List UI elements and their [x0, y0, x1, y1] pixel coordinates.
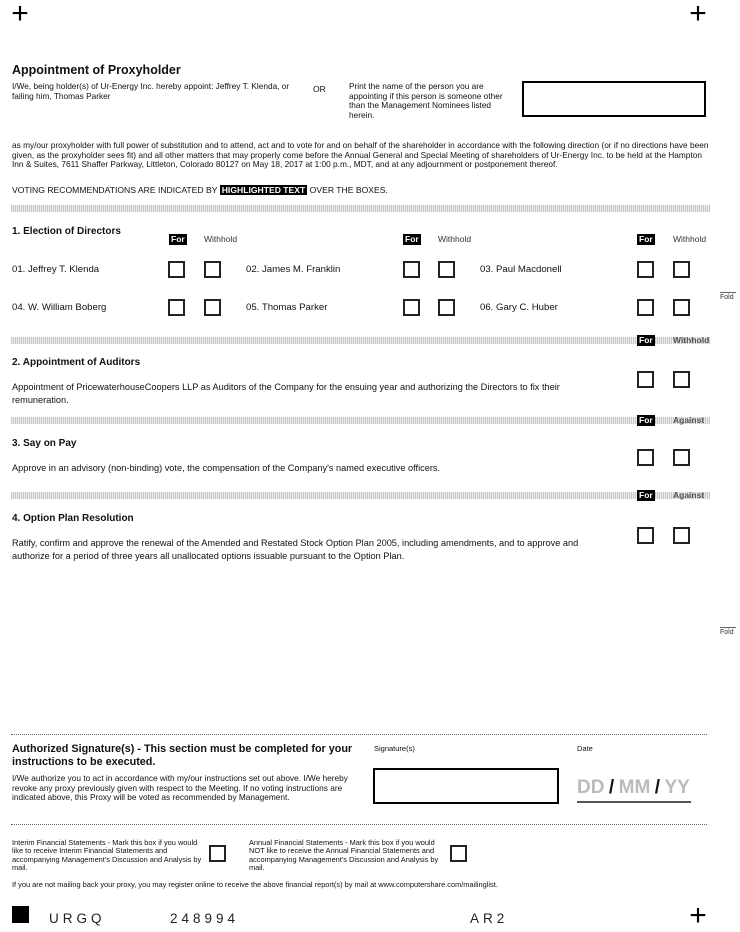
- withhold-label: Withhold: [673, 234, 707, 244]
- voting-recommendation-note: [12, 185, 388, 195]
- date-day: DD: [577, 777, 605, 798]
- for-label: For: [639, 415, 653, 425]
- say-on-pay-for-checkbox[interactable]: [637, 449, 654, 466]
- date-month: MM: [618, 777, 651, 798]
- appoint-text: I/We, being holder(s) of Ur-Energy Inc. hereby appoint: Jeffrey T. Klenda, or failing him, Thomas Parker: [12, 81, 290, 101]
- annual-financials-text: Annual Financial Statements - Mark this box if you would NOT like to receive the Annual Financial Statements and accompanying Management's Discussion and Analysis by mail.: [249, 838, 439, 873]
- auditors-text: Appointment of PricewaterhouseCoopers LLP as Auditors of the Company for the ensuing year and authorizing the Directors to fix their remuneration.: [12, 382, 560, 405]
- option-plan-text: Ratify, confirm and approve the renewal of the Amended and Restated Stock Option Plan 2005, including amendments, and to approve and authorize for a period of three years all unallocated options issuable pursuant to the Option Plan.: [12, 538, 579, 561]
- signature-heading: Authorized Signature(s) - This section must be completed for your instructions to be executed.: [12, 743, 353, 768]
- director-5-withhold-checkbox[interactable]: [438, 299, 455, 316]
- form-code: URGQ: [49, 911, 106, 926]
- director-name: 04. W. William Boberg: [12, 302, 107, 313]
- auditors-withhold-checkbox[interactable]: [673, 371, 690, 388]
- dotted-divider: [11, 734, 707, 735]
- for-label: For: [405, 234, 419, 244]
- director-2-withhold-checkbox[interactable]: [438, 261, 455, 278]
- or-label: OR: [313, 84, 326, 94]
- fold-line: [720, 627, 736, 628]
- signature-input[interactable]: [373, 768, 559, 804]
- option-plan-for-checkbox[interactable]: [637, 527, 654, 544]
- voting-rec-highlight: HIGHLIGHTED TEXT: [221, 185, 306, 195]
- registration-mark-top-right: +: [689, 0, 707, 30]
- director-4-for-checkbox[interactable]: [168, 299, 185, 316]
- proxy-paragraph: as my/our proxyholder with full power of substitution and to attend, act and to vote for and on behalf of the shareholder in accordance with the following direction (or if no directions have been given, as the proxyholder sees fit) and all other matters that may properly come before the Annual General and Special Meeting of shareholders of Ur-Energy Inc. to be held at the Hampton Inn & Suites, 7611 Shaffer Parkway, Littleton, Colorado 80127 on May 18, 2017 at 1:00 p.m., MDT, and at any adjournment or postponement thereof.: [12, 140, 709, 169]
- auditors-heading: 2. Appointment of Auditors: [12, 357, 141, 368]
- withhold-label: Withhold: [673, 335, 710, 345]
- print-name-instruction: Print the name of the person you are appointing if this person is someone other than the Management Nominees listed herein.: [349, 81, 503, 120]
- director-3-withhold-checkbox[interactable]: [673, 261, 690, 278]
- date-year: YY: [664, 777, 690, 798]
- director-name: 05. Thomas Parker: [246, 302, 328, 313]
- director-3-for-checkbox[interactable]: [637, 261, 654, 278]
- signature-label: Signature(s): [374, 744, 415, 753]
- date-input[interactable]: [577, 777, 690, 799]
- say-on-pay-text: Approve in an advisory (non-binding) vote, the compensation of the Company's named executive officers.: [12, 463, 441, 473]
- signature-authorization-text: I/We authorize you to act in accordance with my/our instructions set out above. I/We hereby revoke any proxy previously given with respect to the Meeting. If no voting instructions are indicated above, this Proxy will be voted as recommended by Management.: [12, 773, 348, 802]
- director-1-for-checkbox[interactable]: [168, 261, 185, 278]
- proxyholder-name-input[interactable]: [522, 81, 706, 117]
- for-label: For: [639, 335, 653, 345]
- say-on-pay-heading: 3. Say on Pay: [12, 438, 77, 449]
- director-2-for-checkbox[interactable]: [403, 261, 420, 278]
- mailing-list-note: If you are not mailing back your proxy, you may register online to receive the above financial report(s) by mail at www.computershare.com/mailinglist.: [12, 880, 498, 889]
- registration-mark-bottom-right: +: [689, 899, 707, 932]
- director-5-for-checkbox[interactable]: [403, 299, 420, 316]
- directors-heading: 1. Election of Directors: [12, 226, 121, 237]
- annual-financials-checkbox[interactable]: [450, 845, 467, 862]
- date-label: Date: [577, 744, 593, 753]
- option-plan-against-checkbox[interactable]: [673, 527, 690, 544]
- auditors-for-checkbox[interactable]: [637, 371, 654, 388]
- option-plan-heading: 4. Option Plan Resolution: [12, 513, 134, 524]
- form-variant-code: AR2: [470, 911, 509, 926]
- fold-mark-label: Fold: [720, 629, 734, 636]
- for-label: For: [639, 234, 653, 244]
- against-label: Against: [673, 490, 705, 500]
- barcode-marker: [12, 906, 29, 923]
- director-1-withhold-checkbox[interactable]: [204, 261, 221, 278]
- date-separator: /: [608, 777, 615, 798]
- dotted-divider: [11, 824, 707, 825]
- fold-line: [720, 292, 736, 293]
- voting-rec-suffix: OVER THE BOXES.: [309, 185, 388, 195]
- director-name: 03. Paul Macdonell: [480, 264, 562, 275]
- section-divider: [11, 492, 710, 499]
- director-name: 02. James M. Franklin: [246, 264, 341, 275]
- date-underline: [577, 801, 691, 803]
- section-divider: [11, 205, 710, 212]
- director-6-withhold-checkbox[interactable]: [673, 299, 690, 316]
- director-name: 01. Jeffrey T. Klenda: [12, 264, 100, 275]
- for-label: For: [639, 490, 653, 500]
- director-name: 06. Gary C. Huber: [480, 302, 558, 313]
- director-4-withhold-checkbox[interactable]: [204, 299, 221, 316]
- fold-mark-label: Fold: [720, 294, 734, 301]
- section-divider: [11, 417, 710, 424]
- interim-financials-checkbox[interactable]: [209, 845, 226, 862]
- say-on-pay-against-checkbox[interactable]: [673, 449, 690, 466]
- registration-mark-top-left: +: [11, 0, 29, 30]
- withhold-label: Withhold: [438, 234, 472, 244]
- director-6-for-checkbox[interactable]: [637, 299, 654, 316]
- interim-financials-text: Interim Financial Statements - Mark this box if you would like to receive Interim Financial Statements and accompanying Management's Discussion and Analysis by mail.: [12, 838, 202, 873]
- withhold-label: Withhold: [204, 234, 238, 244]
- against-label: Against: [673, 415, 705, 425]
- form-title: Appointment of Proxyholder: [12, 63, 181, 77]
- date-separator: /: [654, 777, 661, 798]
- voting-rec-prefix: VOTING RECOMMENDATIONS ARE INDICATED BY: [12, 185, 218, 195]
- section-divider: [11, 337, 710, 344]
- for-label: For: [171, 234, 185, 244]
- form-number: 248994: [170, 911, 240, 926]
